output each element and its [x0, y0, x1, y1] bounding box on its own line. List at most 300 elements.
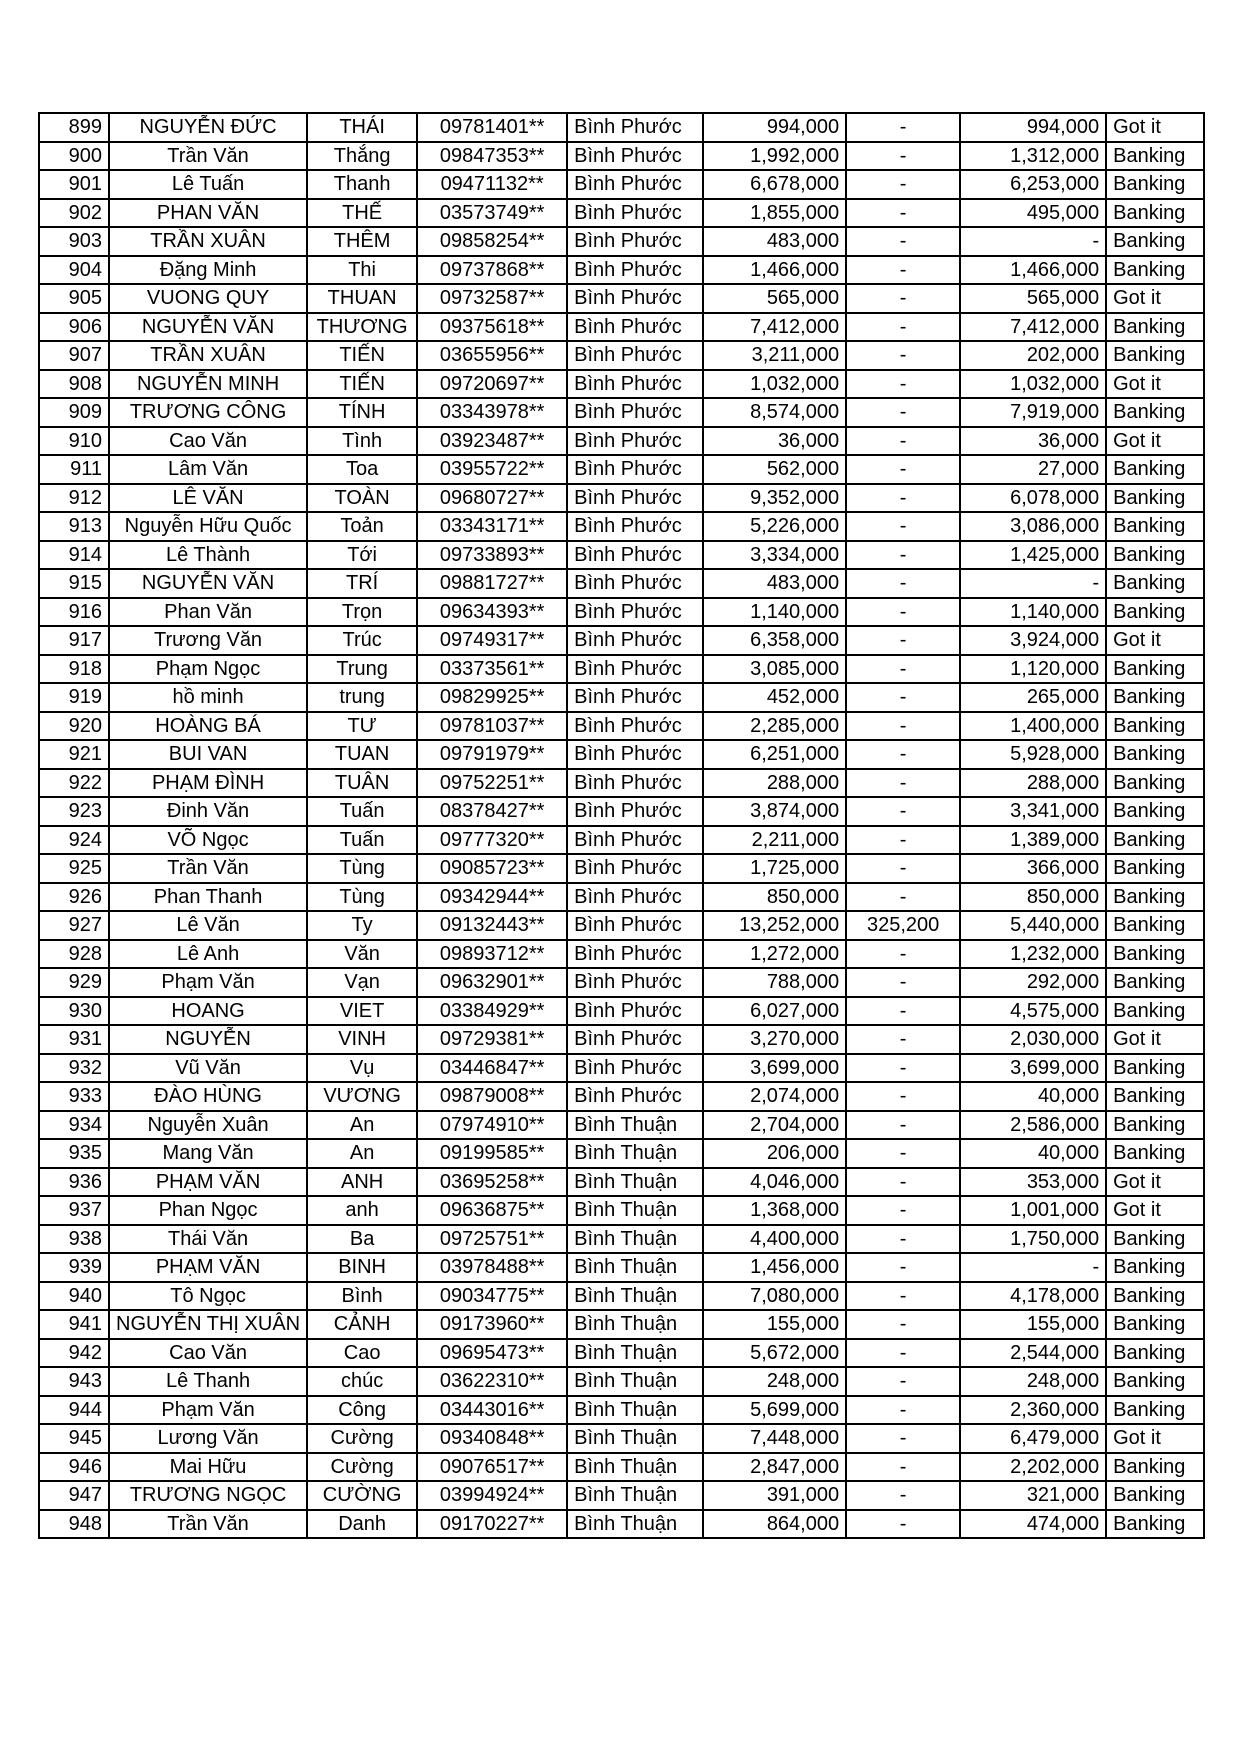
phone-cell: 03655956** [417, 341, 567, 370]
paid-cell: 366,000 [960, 854, 1106, 883]
row-number-cell: 926 [39, 883, 109, 912]
bonus-cell: - [846, 1396, 960, 1425]
phone-cell: 09893712** [417, 940, 567, 969]
last-name-cell: Phạm Văn [109, 968, 307, 997]
last-name-cell: Vũ Văn [109, 1054, 307, 1083]
row-number-cell: 916 [39, 598, 109, 627]
payment-method-cell: Banking [1106, 1510, 1204, 1539]
paid-cell: 155,000 [960, 1310, 1106, 1339]
table-row [39, 170, 1204, 199]
first-name-cell: TUAN [307, 740, 417, 769]
row-number-cell: 901 [39, 170, 109, 199]
phone-cell: 09680727** [417, 484, 567, 513]
first-name-cell: TRÍ [307, 569, 417, 598]
table-row [39, 826, 1204, 855]
payment-method-cell: Banking [1106, 1310, 1204, 1339]
last-name-cell: Lê Thành [109, 541, 307, 570]
last-name-cell: Mai Hữu [109, 1453, 307, 1482]
row-number-cell: 904 [39, 256, 109, 285]
amount-cell: 9,352,000 [703, 484, 846, 513]
bonus-cell: - [846, 1367, 960, 1396]
amount-cell: 6,251,000 [703, 740, 846, 769]
amount-cell: 483,000 [703, 227, 846, 256]
province-cell: Bình Phước [567, 683, 703, 712]
payment-method-cell: Got it [1106, 1424, 1204, 1453]
table-row [39, 1396, 1204, 1425]
first-name-cell: TUÂN [307, 769, 417, 798]
amount-cell: 850,000 [703, 883, 846, 912]
last-name-cell: TRẦN XUÂN [109, 227, 307, 256]
row-number-cell: 931 [39, 1025, 109, 1054]
last-name-cell: HOÀNG BÁ [109, 712, 307, 741]
table-row [39, 341, 1204, 370]
table-row [39, 1424, 1204, 1453]
last-name-cell: Lê Thanh [109, 1367, 307, 1396]
payment-method-cell: Got it [1106, 1196, 1204, 1225]
first-name-cell: VINH [307, 1025, 417, 1054]
table-row [39, 655, 1204, 684]
first-name-cell: CẢNH [307, 1310, 417, 1339]
row-number-cell: 927 [39, 911, 109, 940]
first-name-cell: Cao [307, 1339, 417, 1368]
bonus-cell: - [846, 1282, 960, 1311]
province-cell: Bình Phước [567, 142, 703, 171]
paid-cell: 1,032,000 [960, 370, 1106, 399]
province-cell: Bình Phước [567, 740, 703, 769]
row-number-cell: 933 [39, 1082, 109, 1111]
province-cell: Bình Phước [567, 199, 703, 228]
last-name-cell: NGUYỄN ĐỨC [109, 113, 307, 142]
paid-cell: 850,000 [960, 883, 1106, 912]
first-name-cell: TƯ [307, 712, 417, 741]
row-number-cell: 910 [39, 427, 109, 456]
amount-cell: 788,000 [703, 968, 846, 997]
province-cell: Bình Phước [567, 512, 703, 541]
phone-cell: 09749317** [417, 626, 567, 655]
amount-cell: 864,000 [703, 1510, 846, 1539]
first-name-cell: An [307, 1111, 417, 1140]
payment-method-cell: Banking [1106, 1225, 1204, 1254]
row-number-cell: 919 [39, 683, 109, 712]
paid-cell: 565,000 [960, 284, 1106, 313]
first-name-cell: THÊM [307, 227, 417, 256]
table-row [39, 227, 1204, 256]
payment-method-cell: Banking [1106, 911, 1204, 940]
last-name-cell: LÊ VĂN [109, 484, 307, 513]
amount-cell: 1,725,000 [703, 854, 846, 883]
payment-method-cell: Banking [1106, 968, 1204, 997]
payout-table [38, 112, 1205, 1539]
table-row [39, 769, 1204, 798]
payment-method-cell: Banking [1106, 142, 1204, 171]
phone-cell: 09342944** [417, 883, 567, 912]
row-number-cell: 944 [39, 1396, 109, 1425]
amount-cell: 1,466,000 [703, 256, 846, 285]
province-cell: Bình Phước [567, 284, 703, 313]
first-name-cell: THÁI [307, 113, 417, 142]
last-name-cell: TRẦN XUÂN [109, 341, 307, 370]
province-cell: Bình Phước [567, 997, 703, 1026]
amount-cell: 2,285,000 [703, 712, 846, 741]
phone-cell: 09725751** [417, 1225, 567, 1254]
row-number-cell: 905 [39, 284, 109, 313]
paid-cell: 4,575,000 [960, 997, 1106, 1026]
first-name-cell: ANH [307, 1168, 417, 1197]
payment-method-cell: Banking [1106, 227, 1204, 256]
amount-cell: 565,000 [703, 284, 846, 313]
phone-cell: 09858254** [417, 227, 567, 256]
province-cell: Bình Phước [567, 484, 703, 513]
paid-cell: 321,000 [960, 1481, 1106, 1510]
paid-cell: 1,425,000 [960, 541, 1106, 570]
row-number-cell: 914 [39, 541, 109, 570]
first-name-cell: TOÀN [307, 484, 417, 513]
last-name-cell: PHẠM VĂN [109, 1253, 307, 1282]
amount-cell: 6,027,000 [703, 997, 846, 1026]
table-row [39, 797, 1204, 826]
first-name-cell: THẾ [307, 199, 417, 228]
payment-method-cell: Banking [1106, 598, 1204, 627]
amount-cell: 994,000 [703, 113, 846, 142]
bonus-cell: - [846, 455, 960, 484]
phone-cell: 09752251** [417, 769, 567, 798]
last-name-cell: NGUYỄN VĂN [109, 313, 307, 342]
first-name-cell: TIẾN [307, 341, 417, 370]
row-number-cell: 939 [39, 1253, 109, 1282]
last-name-cell: Nguyễn Xuân [109, 1111, 307, 1140]
row-number-cell: 921 [39, 740, 109, 769]
table-row [39, 854, 1204, 883]
amount-cell: 1,368,000 [703, 1196, 846, 1225]
province-cell: Bình Phước [567, 655, 703, 684]
row-number-cell: 930 [39, 997, 109, 1026]
row-number-cell: 936 [39, 1168, 109, 1197]
paid-cell: 1,001,000 [960, 1196, 1106, 1225]
bonus-cell: - [846, 256, 960, 285]
paid-cell: 994,000 [960, 113, 1106, 142]
province-cell: Bình Phước [567, 968, 703, 997]
first-name-cell: Thanh [307, 170, 417, 199]
row-number-cell: 945 [39, 1424, 109, 1453]
phone-cell: 09733893** [417, 541, 567, 570]
bonus-cell: - [846, 940, 960, 969]
amount-cell: 7,080,000 [703, 1282, 846, 1311]
bonus-cell: - [846, 1424, 960, 1453]
payment-method-cell: Banking [1106, 1453, 1204, 1482]
bonus-cell: - [846, 1510, 960, 1539]
paid-cell: 7,412,000 [960, 313, 1106, 342]
last-name-cell: Đinh Văn [109, 797, 307, 826]
bonus-cell: - [846, 626, 960, 655]
paid-cell: 265,000 [960, 683, 1106, 712]
province-cell: Bình Thuận [567, 1310, 703, 1339]
first-name-cell: THƯƠNG [307, 313, 417, 342]
amount-cell: 3,211,000 [703, 341, 846, 370]
row-number-cell: 913 [39, 512, 109, 541]
payment-method-cell: Banking [1106, 1396, 1204, 1425]
phone-cell: 09737868** [417, 256, 567, 285]
first-name-cell: TIẾN [307, 370, 417, 399]
amount-cell: 2,211,000 [703, 826, 846, 855]
province-cell: Bình Thuận [567, 1510, 703, 1539]
table-row [39, 484, 1204, 513]
payment-method-cell: Banking [1106, 1339, 1204, 1368]
row-number-cell: 912 [39, 484, 109, 513]
paid-cell: 5,928,000 [960, 740, 1106, 769]
last-name-cell: NGUYỄN [109, 1025, 307, 1054]
payment-method-cell: Banking [1106, 883, 1204, 912]
bonus-cell: - [846, 1139, 960, 1168]
province-cell: Bình Phước [567, 341, 703, 370]
table-row [39, 1168, 1204, 1197]
bonus-cell: - [846, 313, 960, 342]
province-cell: Bình Phước [567, 541, 703, 570]
table-row [39, 284, 1204, 313]
row-number-cell: 929 [39, 968, 109, 997]
last-name-cell: Lê Tuấn [109, 170, 307, 199]
province-cell: Bình Phước [567, 427, 703, 456]
table-row [39, 455, 1204, 484]
payment-method-cell: Banking [1106, 341, 1204, 370]
bonus-cell: - [846, 1339, 960, 1368]
province-cell: Bình Phước [567, 797, 703, 826]
province-cell: Bình Phước [567, 313, 703, 342]
last-name-cell: hồ minh [109, 683, 307, 712]
table-row [39, 1282, 1204, 1311]
bonus-cell: 325,200 [846, 911, 960, 940]
province-cell: Bình Phước [567, 854, 703, 883]
bonus-cell: - [846, 484, 960, 513]
last-name-cell: TRƯƠNG NGỌC [109, 1481, 307, 1510]
row-number-cell: 940 [39, 1282, 109, 1311]
bonus-cell: - [846, 655, 960, 684]
province-cell: Bình Thuận [567, 1282, 703, 1311]
phone-cell: 03343171** [417, 512, 567, 541]
payment-method-cell: Banking [1106, 1082, 1204, 1111]
paid-cell: 1,389,000 [960, 826, 1106, 855]
province-cell: Bình Thuận [567, 1424, 703, 1453]
bonus-cell: - [846, 199, 960, 228]
first-name-cell: THUAN [307, 284, 417, 313]
last-name-cell: Thái Văn [109, 1225, 307, 1254]
province-cell: Bình Thuận [567, 1225, 703, 1254]
table-row [39, 1481, 1204, 1510]
first-name-cell: Tuấn [307, 797, 417, 826]
row-number-cell: 937 [39, 1196, 109, 1225]
province-cell: Bình Phước [567, 598, 703, 627]
first-name-cell: trung [307, 683, 417, 712]
last-name-cell: Phạm Văn [109, 1396, 307, 1425]
amount-cell: 288,000 [703, 769, 846, 798]
first-name-cell: Bình [307, 1282, 417, 1311]
payment-method-cell: Banking [1106, 313, 1204, 342]
last-name-cell: NGUYỄN THỊ XUÂN [109, 1310, 307, 1339]
row-number-cell: 923 [39, 797, 109, 826]
phone-cell: 03373561** [417, 655, 567, 684]
paid-cell: 288,000 [960, 769, 1106, 798]
payment-method-cell: Got it [1106, 427, 1204, 456]
amount-cell: 5,699,000 [703, 1396, 846, 1425]
phone-cell: 09720697** [417, 370, 567, 399]
table-body [39, 113, 1204, 1538]
paid-cell: 2,360,000 [960, 1396, 1106, 1425]
paid-cell: 1,400,000 [960, 712, 1106, 741]
paid-cell: 6,479,000 [960, 1424, 1106, 1453]
bonus-cell: - [846, 1453, 960, 1482]
first-name-cell: Tùng [307, 854, 417, 883]
province-cell: Bình Thuận [567, 1139, 703, 1168]
phone-cell: 09777320** [417, 826, 567, 855]
payment-method-cell: Banking [1106, 683, 1204, 712]
last-name-cell: PHẠM VĂN [109, 1168, 307, 1197]
amount-cell: 4,046,000 [703, 1168, 846, 1197]
first-name-cell: Ty [307, 911, 417, 940]
table-row [39, 598, 1204, 627]
first-name-cell: Cường [307, 1424, 417, 1453]
payment-method-cell: Banking [1106, 940, 1204, 969]
payment-method-cell: Banking [1106, 199, 1204, 228]
first-name-cell: Toản [307, 512, 417, 541]
bonus-cell: - [846, 883, 960, 912]
province-cell: Bình Thuận [567, 1396, 703, 1425]
amount-cell: 36,000 [703, 427, 846, 456]
bonus-cell: - [846, 284, 960, 313]
last-name-cell: VUONG QUY [109, 284, 307, 313]
paid-cell: 1,120,000 [960, 655, 1106, 684]
first-name-cell: Tình [307, 427, 417, 456]
paid-cell: 27,000 [960, 455, 1106, 484]
table-row [39, 1453, 1204, 1482]
bonus-cell: - [846, 1111, 960, 1140]
payment-method-cell: Banking [1106, 655, 1204, 684]
province-cell: Bình Phước [567, 1054, 703, 1083]
phone-cell: 03443016** [417, 1396, 567, 1425]
last-name-cell: Phan Thanh [109, 883, 307, 912]
table-row [39, 940, 1204, 969]
first-name-cell: CƯỜNG [307, 1481, 417, 1510]
last-name-cell: PHẠM ĐÌNH [109, 769, 307, 798]
first-name-cell: VIET [307, 997, 417, 1026]
bonus-cell: - [846, 569, 960, 598]
payment-method-cell: Banking [1106, 484, 1204, 513]
table-row [39, 1054, 1204, 1083]
last-name-cell: Lương Văn [109, 1424, 307, 1453]
first-name-cell: VƯƠNG [307, 1082, 417, 1111]
first-name-cell: Thắng [307, 142, 417, 171]
row-number-cell: 907 [39, 341, 109, 370]
phone-cell: 09085723** [417, 854, 567, 883]
payment-method-cell: Banking [1106, 1054, 1204, 1083]
amount-cell: 3,270,000 [703, 1025, 846, 1054]
table-row [39, 1339, 1204, 1368]
table-row [39, 512, 1204, 541]
last-name-cell: Phan Văn [109, 598, 307, 627]
payment-method-cell: Got it [1106, 626, 1204, 655]
bonus-cell: - [846, 740, 960, 769]
first-name-cell: Trúc [307, 626, 417, 655]
phone-cell: 09729381** [417, 1025, 567, 1054]
bonus-cell: - [846, 1196, 960, 1225]
amount-cell: 6,358,000 [703, 626, 846, 655]
payment-method-cell: Banking [1106, 1481, 1204, 1510]
row-number-cell: 900 [39, 142, 109, 171]
bonus-cell: - [846, 826, 960, 855]
payment-method-cell: Banking [1106, 569, 1204, 598]
table-row [39, 1253, 1204, 1282]
amount-cell: 1,272,000 [703, 940, 846, 969]
bonus-cell: - [846, 398, 960, 427]
payment-method-cell: Banking [1106, 997, 1204, 1026]
table-row [39, 1196, 1204, 1225]
last-name-cell: ĐÀO HÙNG [109, 1082, 307, 1111]
paid-cell: - [960, 1253, 1106, 1282]
last-name-cell: VÕ Ngọc [109, 826, 307, 855]
first-name-cell: Trọn [307, 598, 417, 627]
paid-cell: 474,000 [960, 1510, 1106, 1539]
paid-cell: 248,000 [960, 1367, 1106, 1396]
payment-method-cell: Banking [1106, 854, 1204, 883]
row-number-cell: 899 [39, 113, 109, 142]
first-name-cell: anh [307, 1196, 417, 1225]
province-cell: Bình Thuận [567, 1168, 703, 1197]
bonus-cell: - [846, 997, 960, 1026]
amount-cell: 4,400,000 [703, 1225, 846, 1254]
payment-method-cell: Got it [1106, 370, 1204, 399]
table-row [39, 1225, 1204, 1254]
phone-cell: 09879008** [417, 1082, 567, 1111]
first-name-cell: An [307, 1139, 417, 1168]
phone-cell: 09781037** [417, 712, 567, 741]
payment-method-cell: Banking [1106, 1367, 1204, 1396]
row-number-cell: 918 [39, 655, 109, 684]
province-cell: Bình Phước [567, 569, 703, 598]
province-cell: Bình Thuận [567, 1111, 703, 1140]
amount-cell: 6,678,000 [703, 170, 846, 199]
row-number-cell: 935 [39, 1139, 109, 1168]
province-cell: Bình Phước [567, 712, 703, 741]
row-number-cell: 938 [39, 1225, 109, 1254]
phone-cell: 09170227** [417, 1510, 567, 1539]
paid-cell: 4,178,000 [960, 1282, 1106, 1311]
paid-cell: 36,000 [960, 427, 1106, 456]
row-number-cell: 941 [39, 1310, 109, 1339]
first-name-cell: chúc [307, 1367, 417, 1396]
amount-cell: 2,847,000 [703, 1453, 846, 1482]
first-name-cell: Ba [307, 1225, 417, 1254]
bonus-cell: - [846, 797, 960, 826]
phone-cell: 03923487** [417, 427, 567, 456]
payment-method-cell: Banking [1106, 1139, 1204, 1168]
row-number-cell: 925 [39, 854, 109, 883]
phone-cell: 09076517** [417, 1453, 567, 1482]
bonus-cell: - [846, 227, 960, 256]
phone-cell: 09173960** [417, 1310, 567, 1339]
province-cell: Bình Phước [567, 170, 703, 199]
payment-method-cell: Banking [1106, 541, 1204, 570]
payment-method-cell: Got it [1106, 1025, 1204, 1054]
phone-cell: 09375618** [417, 313, 567, 342]
table-row [39, 256, 1204, 285]
paid-cell: 3,086,000 [960, 512, 1106, 541]
province-cell: Bình Phước [567, 626, 703, 655]
table-row [39, 370, 1204, 399]
province-cell: Bình Phước [567, 826, 703, 855]
last-name-cell: Trần Văn [109, 142, 307, 171]
phone-cell: 03446847** [417, 1054, 567, 1083]
phone-cell: 09791979** [417, 740, 567, 769]
table-row [39, 911, 1204, 940]
bonus-cell: - [846, 541, 960, 570]
